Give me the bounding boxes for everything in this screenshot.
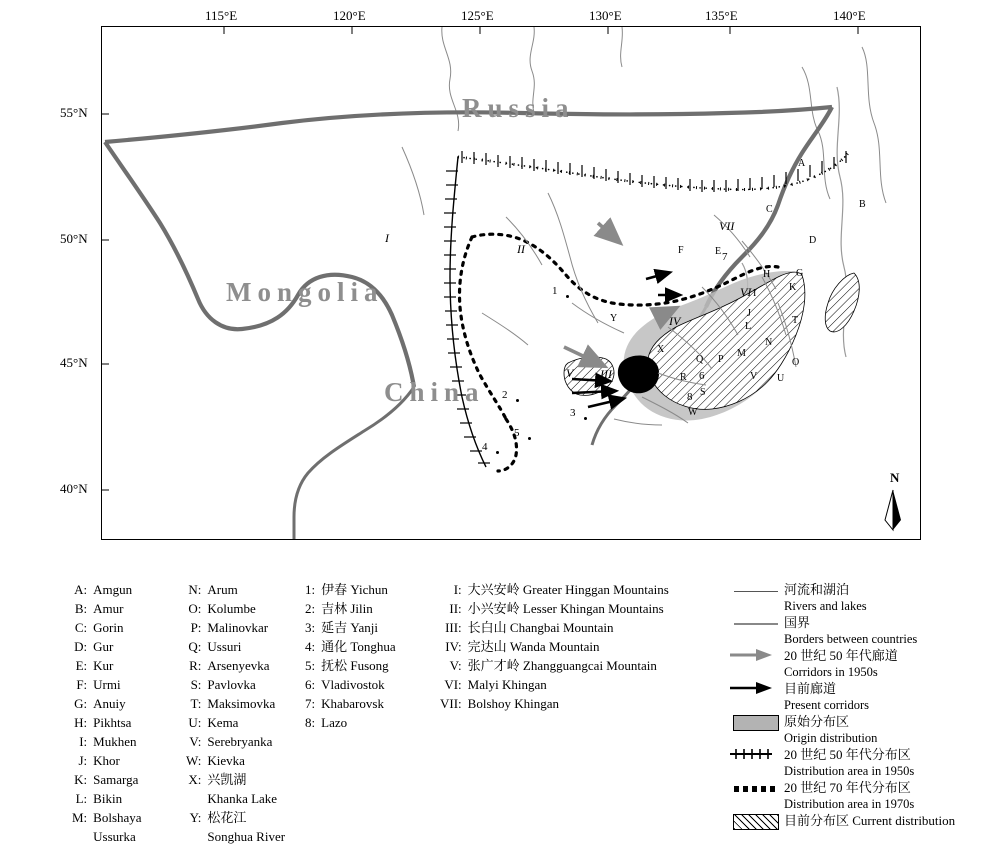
legend-key: 6: (305, 677, 316, 692)
legend-value: Gur (93, 639, 114, 654)
mountain-label-V: V (566, 366, 574, 380)
lat-tick-label: 40°N (60, 481, 88, 496)
legend-key: K: (74, 772, 88, 787)
legend-value: Serebryanka (207, 734, 273, 749)
site-dot (584, 417, 587, 420)
river-label-L: L (745, 321, 752, 332)
legend-value: Ussuri (207, 639, 242, 654)
legend-value: Maksimovka (207, 696, 276, 711)
legend-key: E: (75, 658, 88, 673)
country-label-mongolia: Mongolia (226, 277, 384, 307)
river-label-E: E (715, 246, 722, 257)
legend-key: 4: (305, 639, 316, 654)
river-label-Y: Y (610, 313, 618, 324)
legend-symbol-label-en: Rivers and lakes (784, 599, 867, 613)
legend-value: Khor (93, 753, 120, 768)
legend-value: Arsenyevka (207, 658, 270, 673)
legend-key: L: (75, 791, 88, 806)
river-label-H: H (763, 269, 771, 280)
legend-value: Mukhen (93, 734, 137, 749)
legend-value: Arum (207, 582, 238, 597)
legend-key: V: (189, 734, 202, 749)
legend-value: Pikhtsa (93, 715, 132, 730)
legend-key: W: (186, 753, 202, 768)
river-label-A: A (798, 158, 806, 169)
legend-symbol-label-en: Distribution area in 1950s (784, 764, 915, 778)
site-label-7: 7 (722, 251, 728, 263)
legend-symbol-label-cn: 20 世纪 70 年代分布区 (784, 780, 911, 795)
legend-key: I: (79, 734, 88, 749)
legend-value: 伊春 Yichun (321, 582, 388, 597)
legend-value: 大兴安岭 Greater Hinggan Mountains (467, 582, 669, 597)
river-label-J: J (747, 308, 751, 319)
site-dot (566, 295, 569, 298)
legend-value: Amur (93, 601, 124, 616)
legend-value: Bolshaya (93, 810, 142, 825)
lat-tick-label: 50°N (60, 231, 88, 246)
lon-tick-label: 135°E (705, 8, 738, 23)
legend-value: Kievka (207, 753, 245, 768)
legend-key: III: (445, 620, 462, 635)
legend-key: F: (76, 677, 88, 692)
legend-key: P: (190, 620, 202, 635)
legend-symbol-label-cn: 20 世纪 50 年代分布区 (784, 747, 911, 762)
river-label-P: P (718, 354, 724, 365)
mountain-label-II: II (517, 242, 525, 256)
lon-tick-label: 120°E (333, 8, 366, 23)
legend-symbol-row (728, 681, 955, 714)
legend-key: Y: (189, 810, 202, 825)
legend-rivers-left (72, 582, 142, 848)
site-dot (528, 437, 531, 440)
origin-distribution-swatch (728, 714, 784, 747)
legend-symbol-label-en: Origin distribution (784, 731, 878, 745)
grey-arrow-icon (728, 648, 784, 681)
mountain-label-I: I (385, 231, 389, 245)
legend-value: Khanka Lake (207, 791, 278, 806)
site-label-2: 2 (502, 389, 508, 401)
distribution-1970s-symbol (728, 780, 784, 813)
mountain-label-VII: VII (719, 219, 735, 233)
legend-key: U: (188, 715, 202, 730)
legend-symbol-label-cn: 目前廊道 (784, 681, 837, 696)
lon-tick-label: 140°E (833, 8, 866, 23)
legend-value: 吉林 Jilin (321, 601, 373, 616)
legend-key: X: (188, 772, 202, 787)
legend-key: 8: (305, 715, 316, 730)
legend-value: 小兴安岭 Lesser Khingan Mountains (467, 601, 664, 616)
map-frame (101, 26, 921, 540)
legend-value: Songhua River (207, 829, 286, 844)
legend-symbol-label-cn: 河流和湖泊 (784, 582, 850, 597)
legend-key: S: (190, 677, 202, 692)
legend-key: 1: (305, 582, 316, 597)
legend (0, 572, 1008, 868)
legend-symbol-text (784, 582, 955, 615)
legend-symbol-row (728, 813, 955, 831)
legend-value: Malinovkar (207, 620, 269, 635)
legend-key: H: (74, 715, 88, 730)
legend-key: M: (72, 810, 88, 825)
country-label-russia: Russia (462, 93, 575, 123)
legend-value: Bolshoy Khingan (467, 696, 560, 711)
legend-key: T: (190, 696, 202, 711)
legend-key: R: (189, 658, 202, 673)
legend-value: Ussurka (93, 829, 136, 844)
river-label-M: M (737, 348, 746, 359)
legend-key: V: (449, 658, 462, 673)
lon-tick-label: 115°E (205, 8, 238, 23)
legend-value: Khabarovsk (321, 696, 384, 711)
lon-tick-label: 125°E (461, 8, 494, 23)
legend-key: C: (74, 620, 88, 635)
legend-key: N: (188, 582, 202, 597)
river-label-K: K (789, 282, 797, 293)
legend-symbol-label-cn: 原始分布区 (784, 714, 850, 729)
river-label-Q: Q (696, 354, 704, 365)
legend-value: 通化 Tonghua (321, 639, 396, 654)
legend-symbol-text (784, 780, 955, 813)
legend-value: 兴凯湖 (207, 772, 247, 787)
border-symbol (728, 615, 784, 648)
legend-symbol-label-cn: 目前分布区 Current distribution (784, 813, 956, 828)
mountain-label-III: III (600, 367, 612, 381)
legend-value: Kolumbe (207, 601, 256, 616)
legend-symbol-text (784, 714, 955, 747)
legend-value: Samarga (93, 772, 139, 787)
current-distribution-swatch (728, 813, 784, 831)
legend-key: 3: (305, 620, 316, 635)
legend-value: Anuiy (93, 696, 126, 711)
legend-key: I: (453, 582, 462, 597)
legend-key: IV: (445, 639, 462, 654)
legend-rivers-right (186, 582, 285, 848)
legend-symbol-row (728, 780, 955, 813)
legend-value: 延吉 Yanji (321, 620, 378, 635)
legend-symbol-row (728, 747, 955, 780)
river-label-I: I (753, 288, 757, 299)
legend-places (305, 582, 396, 734)
legend-value: 松花江 (207, 810, 247, 825)
legend-key (72, 829, 93, 848)
north-arrow (881, 472, 911, 534)
legend-value: Kur (93, 658, 114, 673)
legend-symbol-text (784, 681, 955, 714)
black-arrow-icon (728, 681, 784, 714)
legend-value: Amgun (93, 582, 133, 597)
site-label-8: 8 (687, 391, 693, 403)
river-label-F: F (678, 245, 684, 256)
legend-value: Urmi (93, 677, 121, 692)
legend-value: Bikin (93, 791, 123, 806)
legend-value: Vladivostok (321, 677, 385, 692)
site-label-1: 1 (552, 285, 558, 297)
river-label-G: G (796, 268, 804, 279)
river-label-S: S (700, 387, 706, 398)
river-label-O: O (792, 357, 800, 368)
legend-value: Gorin (93, 620, 124, 635)
legend-key: 5: (305, 658, 316, 673)
legend-key: VII: (440, 696, 462, 711)
lon-tick-label: 130°E (589, 8, 622, 23)
river-label-X: X (657, 344, 665, 355)
legend-symbol-label-cn: 国界 (784, 615, 811, 630)
river-label-D: D (809, 235, 817, 246)
lat-tick-label: 45°N (60, 355, 88, 370)
river-label-W: W (688, 407, 698, 418)
legend-value: Kema (207, 715, 239, 730)
lat-tick-label: 55°N (60, 105, 88, 120)
legend-key: A: (74, 582, 88, 597)
legend-value: 抚松 Fusong (321, 658, 389, 673)
river-label-R: R (680, 372, 687, 383)
rivers-lakes-symbol (728, 582, 784, 615)
site-label-6: 6 (699, 370, 705, 382)
legend-key (186, 791, 207, 810)
legend-symbol-label-en: Present corridors (784, 698, 870, 712)
legend-key: J: (78, 753, 88, 768)
river-label-T: T (792, 315, 799, 326)
legend-symbol-text (784, 813, 955, 831)
legend-symbols (728, 582, 955, 831)
legend-value: 完达山 Wanda Mountain (467, 639, 600, 654)
river-label-C: C (766, 204, 773, 215)
site-label-3: 3 (570, 407, 576, 419)
legend-value: 张广才岭 Zhangguangcai Mountain (467, 658, 657, 673)
legend-mountains (440, 582, 669, 715)
legend-symbol-label-en: Borders between countries (784, 632, 918, 646)
north-arrow-label: N (890, 470, 900, 485)
river-label-N: N (765, 337, 773, 348)
legend-symbol-label-en: Corridors in 1950s (784, 665, 878, 679)
site-label-5: 5 (514, 427, 520, 439)
country-label-china: China (384, 377, 485, 407)
river-label-V: V (750, 371, 758, 382)
mountain-label-IV: IV (669, 314, 681, 328)
legend-symbol-label-cn: 20 世纪 50 年代廊道 (784, 648, 898, 663)
site-dot (516, 399, 519, 402)
legend-key: 7: (305, 696, 316, 711)
legend-symbol-row (728, 615, 955, 648)
legend-key: II: (449, 601, 462, 616)
legend-key: D: (74, 639, 88, 654)
legend-symbol-row (728, 714, 955, 747)
legend-key (186, 829, 207, 848)
legend-key: G: (74, 696, 88, 711)
distribution-1950s-symbol (728, 747, 784, 780)
site-dot (496, 451, 499, 454)
site-label-4: 4 (482, 441, 488, 453)
legend-key: Q: (188, 639, 202, 654)
legend-key: VI: (444, 677, 462, 692)
legend-key: B: (74, 601, 88, 616)
mountain-label-VI: VI (740, 285, 752, 299)
legend-symbol-text (784, 648, 955, 681)
legend-key: 2: (305, 601, 316, 616)
legend-symbol-text (784, 615, 955, 648)
legend-symbol-row (728, 648, 955, 681)
legend-symbol-row (728, 582, 955, 615)
river-label-U: U (777, 373, 785, 384)
river-label-B: B (859, 199, 866, 210)
legend-symbol-label-en: Distribution area in 1970s (784, 797, 915, 811)
legend-value: Lazo (321, 715, 348, 730)
legend-value: Pavlovka (207, 677, 256, 692)
legend-value: Malyi Khingan (467, 677, 547, 692)
legend-symbol-text (784, 747, 955, 780)
legend-value: 长白山 Changbai Mountain (467, 620, 614, 635)
legend-key: O: (188, 601, 202, 616)
